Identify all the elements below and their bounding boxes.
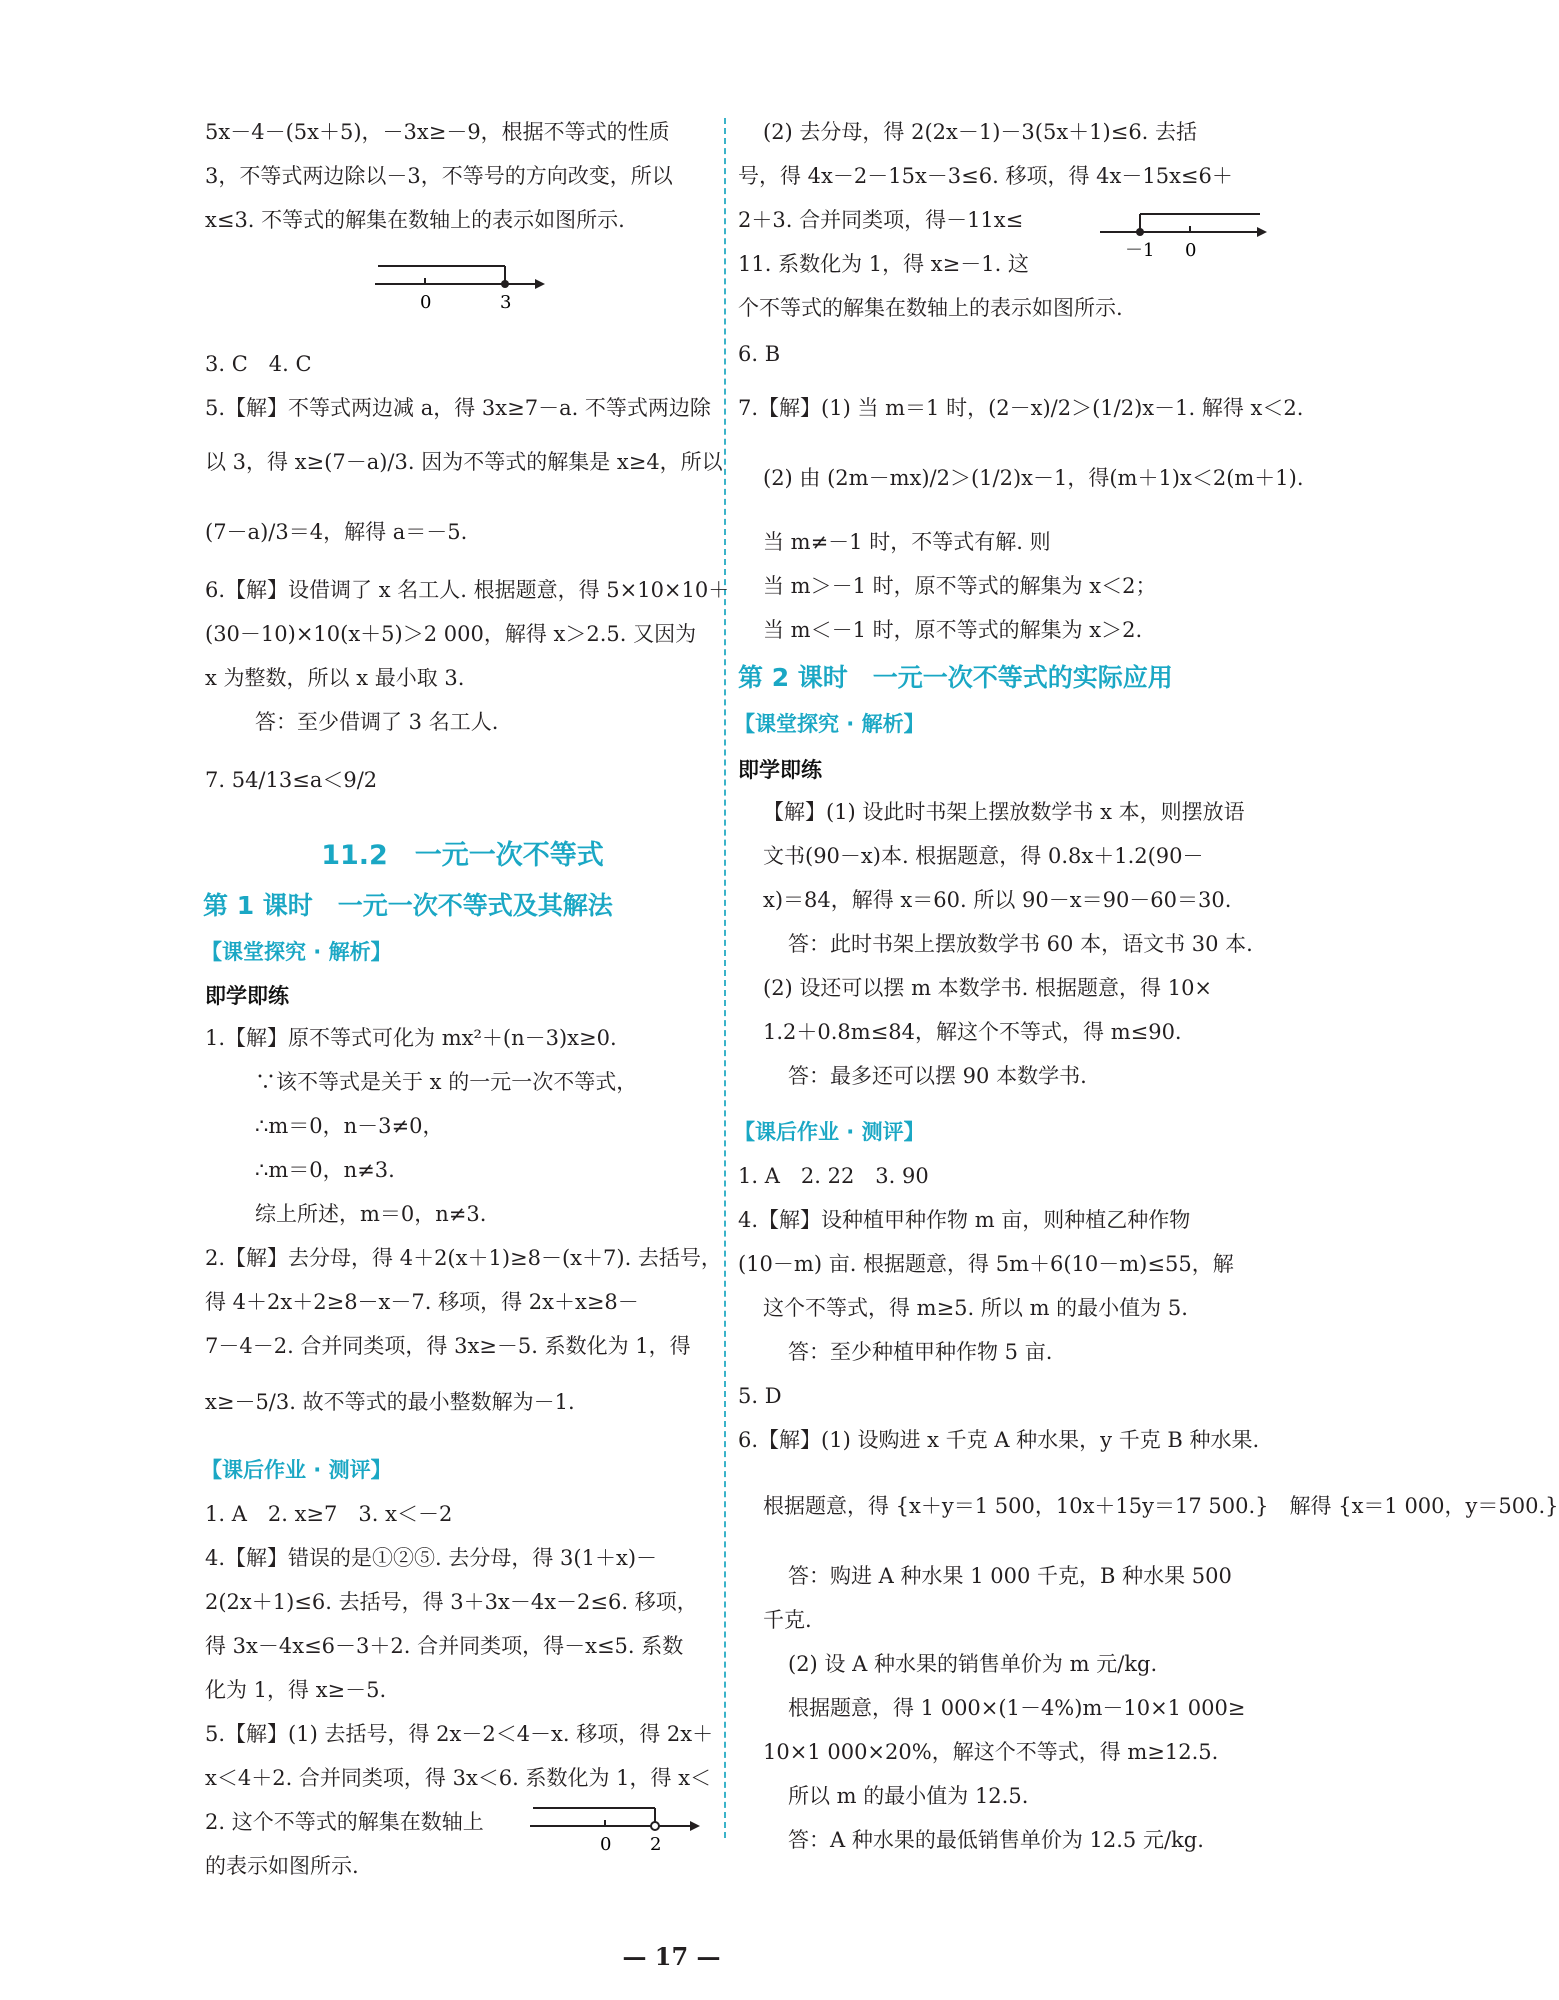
tick-label: 2 (650, 1834, 662, 1855)
tick-label: 0 (600, 1834, 612, 1855)
text-line: 当 m＜－1 时，原不等式的解集为 x＞2. (763, 618, 1143, 642)
text-line: (2) 设还可以摆 m 本数学书. 根据题意，得 10× (763, 976, 1213, 1000)
text-line: 7. 54/13≤a＜9/2 (205, 768, 378, 792)
text-line: 1. A 2. x≥7 3. x＜－2 (205, 1502, 453, 1526)
text-line: 根据题意，得 1 000×(1－4%)m－10×1 000≥ (788, 1696, 1246, 1720)
tick-label: 0 (1185, 240, 1197, 261)
text-line: 5x－4－(5x＋5)，－3x≥－9，根据不等式的性质 (205, 120, 670, 144)
text-line: 5.【解】(1) 去括号，得 2x－2＜4－x. 移项，得 2x＋ (205, 1722, 714, 1746)
text-line: ∵该不等式是关于 x 的一元一次不等式， (255, 1070, 638, 1094)
text-line: (30－10)×10(x＋5)＞2 000，解得 x＞2.5. 又因为 (205, 622, 697, 646)
tick-label: 0 (420, 292, 432, 313)
text-line: ∴m＝0，n－3≠0， (255, 1114, 444, 1138)
text-line: x≤3. 不等式的解集在数轴上的表示如图所示. (205, 208, 625, 232)
text-line: x＜4＋2. 合并同类项，得 3x＜6. 系数化为 1，得 x＜ (205, 1766, 712, 1790)
text-line: 当 m≠－1 时，不等式有解. 则 (763, 530, 1051, 554)
text-line: 5. D (738, 1384, 782, 1408)
text-line: 的表示如图所示. (205, 1854, 359, 1878)
text-line: (2) 设 A 种水果的销售单价为 m 元/kg. (788, 1652, 1158, 1676)
text-line: 答：至少借调了 3 名工人. (255, 710, 499, 734)
text-line: 个不等式的解集在数轴上的表示如图所示. (738, 296, 1123, 320)
text-line: 得 4＋2x＋2≥8－x－7. 移项，得 2x＋x≥8－ (205, 1290, 639, 1314)
text-line: 文书(90－x)本. 根据题意，得 0.8x＋1.2(90－ (763, 844, 1204, 868)
page-number: — 17 — (622, 1942, 721, 1971)
text-line: 得 3x－4x≤6－3＋2. 合并同类项，得－x≤5. 系数 (205, 1634, 684, 1658)
number-line-figure (1100, 206, 1268, 266)
text-line: 这个不等式，得 m≥5. 所以 m 的最小值为 5. (763, 1296, 1188, 1320)
text-line: 答：购进 A 种水果 1 000 千克，B 种水果 500 (788, 1564, 1232, 1588)
text-line: ∴m＝0，n≠3. (255, 1158, 395, 1182)
text-line: (10－m) 亩. 根据题意，得 5m＋6(10－m)≤55，解 (738, 1252, 1234, 1276)
subsection-heading: 【课后作业 · 测评】 (201, 1458, 392, 1482)
text-line: 7－4－2. 合并同类项，得 3x≥－5. 系数化为 1，得 (205, 1334, 691, 1358)
text-line: 号，得 4x－2－15x－3≤6. 移项，得 4x－15x≤6＋ (738, 164, 1233, 188)
number-line-figure (530, 1800, 700, 1860)
subsection-heading: 即学即练 (738, 758, 822, 782)
text-line: 4.【解】设种植甲种作物 m 亩，则种植乙种作物 (738, 1208, 1191, 1232)
text-line: x)＝84，解得 x＝60. 所以 90－x＝90－60＝30. (763, 888, 1232, 912)
text-line: 2(2x＋1)≤6. 去括号，得 3＋3x－4x－2≤6. 移项， (205, 1590, 698, 1614)
text-line: 根据题意，得 {x＋y＝1 500，10x＋15y＝17 500.} 解得 {x＝1 000，y＝500.} (763, 1494, 1559, 1518)
text-line: (7－a)/3＝4，解得 a＝－5. (205, 520, 468, 544)
text-line: 1.2＋0.8m≤84，解这个不等式，得 m≤90. (763, 1020, 1182, 1044)
text-line: 当 m＞－1 时，原不等式的解集为 x＜2； (763, 574, 1157, 598)
text-line: 答：最多还可以摆 90 本数学书. (788, 1064, 1087, 1088)
text-line: 6. B (738, 342, 781, 366)
tick-label: －1 (1125, 240, 1155, 261)
text-line: 答：此时书架上摆放数学书 60 本，语文书 30 本. (788, 932, 1253, 956)
column-divider (724, 118, 726, 1838)
text-line: (2) 由 (2m－mx)/2＞(1/2)x－1，得(m＋1)x＜2(m＋1). (763, 466, 1304, 490)
text-line: 7.【解】(1) 当 m＝1 时，(2－x)/2＞(1/2)x－1. 解得 x＜2. (738, 396, 1304, 420)
text-line: 2＋3. 合并同类项，得－11x≤ (738, 208, 1024, 232)
lesson-heading: 第 1 课时 一元一次不等式及其解法 (203, 891, 613, 920)
text-line: 5.【解】不等式两边减 a，得 3x≥7－a. 不等式两边除 (205, 396, 711, 420)
text-line: 10×1 000×20%，解这个不等式，得 m≥12.5. (763, 1740, 1219, 1764)
text-line: 【解】(1) 设此时书架上摆放数学书 x 本，则摆放语 (763, 800, 1245, 824)
text-line: 答：A 种水果的最低销售单价为 12.5 元/kg. (788, 1828, 1204, 1852)
text-line: 2.【解】去分母，得 4＋2(x＋1)≥8－(x＋7). 去括号， (205, 1246, 722, 1270)
text-line: 1.【解】原不等式可化为 mx²＋(n－3)x≥0. (205, 1026, 617, 1050)
subsection-heading: 即学即练 (205, 984, 289, 1008)
text-line: x 为整数，所以 x 最小取 3. (205, 666, 465, 690)
text-line: 6.【解】设借调了 x 名工人. 根据题意，得 5×10×10＋ (205, 578, 730, 602)
text-line: x≥－5/3. 故不等式的最小整数解为－1. (205, 1390, 575, 1414)
text-line: 千克. (763, 1608, 812, 1632)
section-heading: 11.2 一元一次不等式 (321, 840, 604, 871)
subsection-heading: 【课堂探究 · 解析】 (734, 712, 925, 736)
text-line: 4.【解】错误的是①②⑤. 去分母，得 3(1＋x)－ (205, 1546, 658, 1570)
tick-label: 3 (500, 292, 512, 313)
text-line: 2. 这个不等式的解集在数轴上 (205, 1810, 484, 1834)
text-line: 以 3，得 x≥(7－a)/3. 因为不等式的解集是 x≥4，所以 (205, 450, 723, 474)
text-line: 3，不等式两边除以－3，不等号的方向改变，所以 (205, 164, 673, 188)
lesson-heading: 第 2 课时 一元一次不等式的实际应用 (738, 663, 1173, 692)
subsection-heading: 【课后作业 · 测评】 (734, 1120, 925, 1144)
text-line: 11. 系数化为 1，得 x≥－1. 这 (738, 252, 1029, 276)
text-line: 综上所述，m＝0，n≠3. (255, 1202, 487, 1226)
text-line: 1. A 2. 22 3. 90 (738, 1164, 929, 1188)
text-line: 所以 m 的最小值为 12.5. (788, 1784, 1029, 1808)
subsection-heading: 【课堂探究 · 解析】 (201, 940, 392, 964)
text-line: (2) 去分母，得 2(2x－1)－3(5x＋1)≤6. 去括 (763, 120, 1198, 144)
text-line: 6.【解】(1) 设购进 x 千克 A 种水果，y 千克 B 种水果. (738, 1428, 1260, 1452)
text-line: 3. C 4. C (205, 352, 312, 376)
text-line: 化为 1，得 x≥－5. (205, 1678, 387, 1702)
text-line: 答：至少种植甲种作物 5 亩. (788, 1340, 1053, 1364)
number-line-figure (375, 258, 545, 318)
